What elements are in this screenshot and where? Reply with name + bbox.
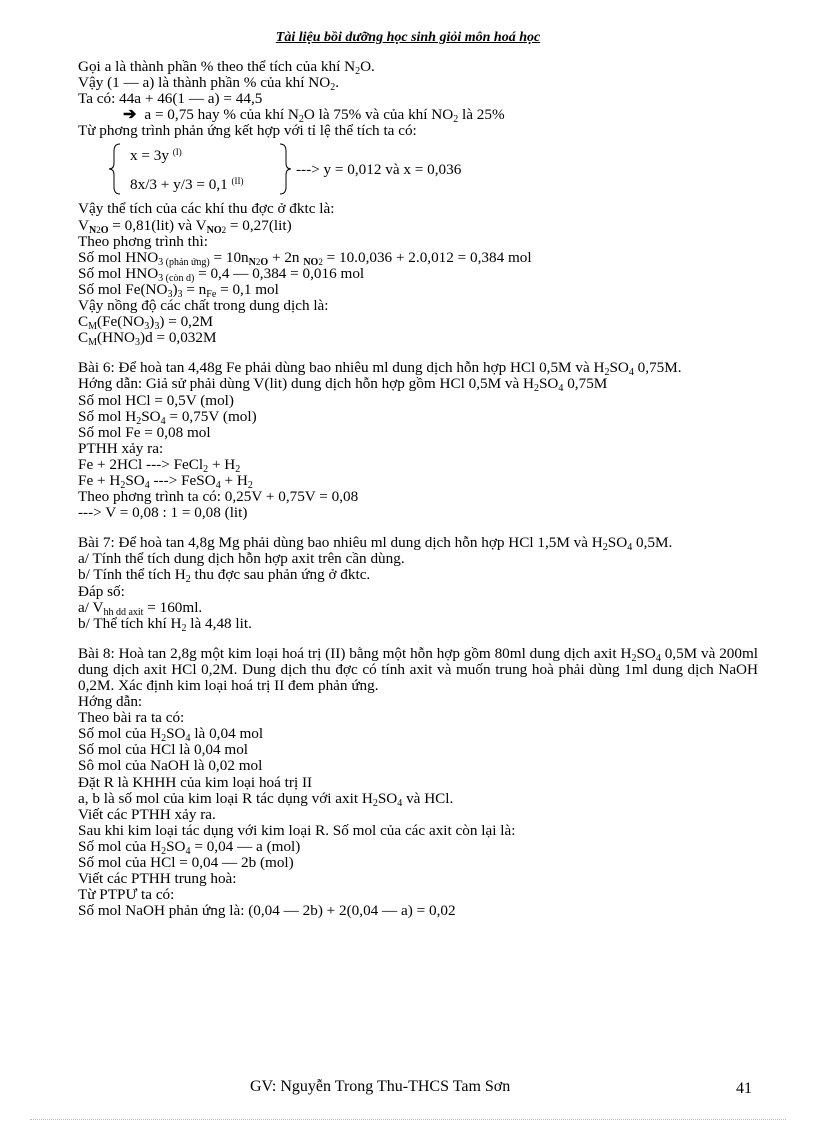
equation-2: 8x/3 + y/3 = 0,1 $^{(II)}$	[130, 176, 244, 194]
text-line: Từ PTPƯ ta có:	[78, 886, 175, 904]
text-line: Vậy (1 — a) là thành phần % của khí $NO_2$.	[78, 74, 339, 94]
problem-statement: Bài 8: Hoà tan 2,8g một kim loại hoá trị (II) bằng một hỗn hợp gồm 80ml dung dịch axit $H_2SO_4$ 0,5M và 200ml dung dịch axit HCl 0,2M. Dung dịch thu đợc có tính axit và muốn trung hoà phải dùng 1ml dung dịch NaOH 0,2M. Xác định kim loại hoá trị II đem phản ứng.	[78, 644, 759, 694]
text-line: PTHH xảy ra:	[78, 439, 164, 457]
text-line: Hớng dẫn: Giả sử phải dùng V(lit) dung dịch hỗn hợp gồm HCl 0,5M và $H_2SO_4$ 0,75M	[78, 375, 608, 395]
text-line: Từ phơng trình phản ứng kết hợp với tỉ lệ thể tích ta có:	[78, 122, 417, 140]
text-line: Số mol $HNO_{3 (phản ứng)} = 10n_{N2O} + 2n$ $_{NO2}$ = 10.0,036 + 2.0,012 = 0,384 mol	[78, 248, 532, 268]
text-line: Fe + 2HCl ---> FeCl$_2$ + $H_2$	[78, 455, 241, 475]
text-line: Số mol HCl = 0,5V (mol)	[78, 391, 234, 409]
text-line: Số mol của $H_2SO_4 = 0,04$ — a (mol)	[78, 837, 301, 857]
equation-system	[78, 141, 758, 199]
text-line: Viết các PTHH xảy ra.	[78, 805, 216, 823]
page-header: Tài liệu bồi dưỡng học sinh giỏi môn hoá học	[275, 30, 541, 45]
text-line: Vậy nồng độ các chất trong dung dịch là:	[78, 297, 329, 315]
text-line: Số mol $H_2SO_4 = 0,75V$ (mol)	[78, 407, 257, 427]
text-line: Hớng dẫn:	[78, 693, 143, 711]
text-line: Sô mol của NaOH là 0,02 mol	[78, 757, 263, 775]
text-line: Theo phơng trình ta có: 0,25V + 0,75V = 0,08	[78, 488, 359, 506]
text-line: Số mol $HNO_{3 (còn d)} = 0,4$ — 0,384 = 0,016 mol	[78, 264, 365, 284]
text-line: Ta có: 44a + 46(1 — a) = 44,5	[78, 90, 263, 108]
text-line: ➔ a = 0,75 hay % của khí $N_2O$ là 75% và của khí $NO_2$ là 25%	[123, 106, 505, 126]
text-line: $Fe + H_2SO_4$ ---> FeSO$_4$ + $H_2$	[78, 471, 253, 491]
text-line: Theo phơng trình thì:	[78, 232, 208, 250]
right-brace-icon	[278, 143, 292, 195]
document-body	[78, 59, 758, 919]
page-number: 41	[736, 1080, 752, 1097]
text-line: Đặt R là KHHH của kim loại hoá trị II	[78, 773, 313, 791]
text-line: Số mol NaOH phản ứng là: (0,04 — 2b) + 2(0,04 — a) = 0,02	[78, 902, 456, 920]
text-line: Sau khi kim loại tác dụng với kim loại R. Số mol của các axit còn lại là:	[78, 821, 516, 839]
equation-1: x = 3y $^{(I)}$	[130, 147, 182, 165]
page-footer: GV: Nguyễn Trong Thu-THCS Tam Sơn	[250, 1078, 511, 1095]
text-line: ---> V = 0,08 : 1 = 0,08 (lit)	[78, 504, 248, 522]
text-line: Vậy thể tích của các khí thu đợc ở đktc là:	[78, 200, 335, 218]
text-line: $V_{N2O} = 0,81(lit)$ và $V_{NO2} = 0,27(lit)$	[78, 216, 292, 236]
text-line: Số mol của HCl = 0,04 — 2b (mol)	[78, 854, 294, 872]
text-line: Viết các PTHH trung hoà:	[78, 870, 237, 888]
text-line: a/ Tính thể tích dung dịch hỗn hợp axit trên cần dùng.	[78, 550, 405, 568]
arrow-right-icon: ➔	[123, 106, 137, 124]
text-line: Gọi a là thành phần % theo thể tích của khí $N_2O$.	[78, 58, 375, 77]
text-line: Số mol của $H_2SO_4$ là 0,04 mol	[78, 725, 264, 745]
text-line: Số mol của HCl là 0,04 mol	[78, 741, 249, 759]
text-line: Số mol Fe = 0,08 mol	[78, 423, 211, 441]
left-brace-icon	[108, 143, 122, 195]
text-line: Số mol $Fe(NO_3)_3 = n_{Fe} = 0,1$ mol	[78, 280, 279, 300]
text-line: Đáp số:	[78, 582, 125, 600]
text-line: Theo bài ra ta có:	[78, 709, 185, 727]
system-result: ---> y = 0,012 và x = 0,036	[296, 161, 462, 179]
text-line: b/ Tính thể tích $H_2$ thu đợc sau phản ứng ở đktc.	[78, 566, 371, 586]
text-line: a/ $V_{hh dd axit} = 160ml$.	[78, 598, 203, 618]
text-line: b/ Thể tích khí $H_2$ là 4,48 lit.	[78, 614, 252, 634]
text-line: a, b là số mol của kim loại R tác dụng với axit $H_2SO_4$ và HCl.	[78, 789, 454, 809]
text-line: $C_M(Fe(NO_3)_3) = 0,2M$	[78, 313, 214, 333]
text-line: $C_M(HNO_3)d = 0,032M$	[78, 329, 217, 349]
problem-statement: Bài 7: Để hoà tan 4,8g Mg phải dùng bao nhiêu ml dung dịch hỗn hợp HCl 1,5M và $H_2SO_4$ 0,5M.	[78, 534, 673, 554]
problem-statement: Bài 6: Để hoà tan 4,48g Fe phải dùng bao nhiêu ml dung dịch hỗn hợp HCl 0,5M và $H_2SO_4$ 0,75M.	[78, 359, 682, 379]
page-bottom-rule	[30, 1119, 786, 1120]
